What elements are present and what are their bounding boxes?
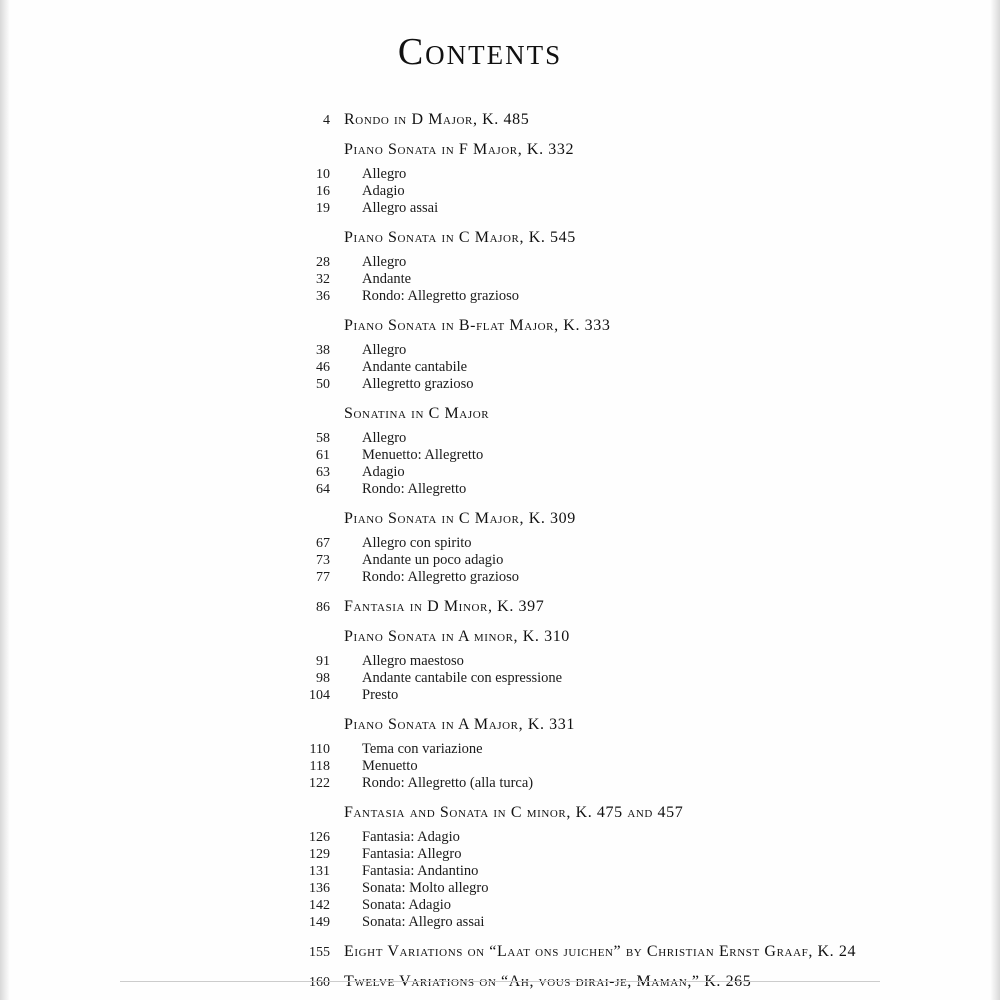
toc-movement-row[interactable] (0, 167, 1000, 182)
toc-group (0, 805, 1000, 930)
toc-movement-title: Allegro (362, 430, 407, 446)
toc-page-number: 129 (309, 847, 330, 862)
toc-page-number: 67 (316, 536, 330, 551)
toc-work-title: Piano Sonata in B-flat Major, K. 333 (344, 317, 611, 334)
toc-group (0, 230, 1000, 304)
toc-work-title: Piano Sonata in C Major, K. 545 (344, 229, 576, 246)
toc-work-row[interactable] (0, 944, 1000, 960)
toc-movement-title: Sonata: Molto allegro (362, 880, 489, 896)
toc-movement-row[interactable] (0, 742, 1000, 757)
toc-work-row[interactable] (0, 717, 1000, 733)
toc-work-row[interactable] (0, 599, 1000, 615)
toc-movement-row[interactable] (0, 377, 1000, 392)
toc-movement-row[interactable] (0, 570, 1000, 585)
toc-work-title: Piano Sonata in A Major, K. 331 (344, 716, 575, 733)
toc-work-title: Fantasia and Sonata in C minor, K. 475 and 457 (344, 804, 684, 821)
toc-page-number: 19 (316, 201, 330, 216)
toc-movement-title: Tema con variazione (362, 741, 483, 757)
toc-movement-row[interactable] (0, 671, 1000, 686)
toc-page-number: 28 (316, 255, 330, 270)
toc-work-title: Twelve Variations on “Ah, vous dirai-je, Maman,” K. 265 (344, 973, 752, 990)
toc-movement-title: Andante cantabile con espressione (362, 670, 563, 686)
toc-page-number: 110 (309, 742, 330, 757)
table-of-contents (0, 74, 1000, 990)
toc-page-number: 36 (316, 289, 330, 304)
toc-page-number: 136 (309, 881, 330, 896)
toc-page-number: 86 (316, 600, 330, 615)
toc-movement-row[interactable] (0, 465, 1000, 480)
toc-work-row[interactable] (0, 112, 1000, 128)
toc-page-number: 73 (316, 553, 330, 568)
toc-work-row[interactable] (0, 318, 1000, 334)
toc-group (0, 944, 1000, 960)
toc-movement-title: Andante cantabile (362, 359, 468, 375)
toc-work-title: Eight Variations on “Laat ons juichen” by Christian Ernst Graaf, K. 24 (344, 943, 857, 960)
toc-page-number: 50 (316, 377, 330, 392)
toc-movement-row[interactable] (0, 201, 1000, 216)
toc-movement-title: Allegro (362, 342, 407, 358)
toc-movement-title: Rondo: Allegretto grazioso (362, 288, 520, 304)
toc-movement-title: Sonata: Adagio (362, 897, 452, 913)
toc-movement-row[interactable] (0, 360, 1000, 375)
toc-movement-row[interactable] (0, 688, 1000, 703)
toc-movement-row[interactable] (0, 431, 1000, 446)
toc-page-number: 77 (316, 570, 330, 585)
toc-movement-title: Fantasia: Andantino (362, 863, 479, 879)
toc-movement-title: Fantasia: Allegro (362, 846, 462, 862)
toc-group (0, 511, 1000, 585)
toc-page-number: 149 (309, 915, 330, 930)
toc-movement-title: Allegro assai (362, 200, 439, 216)
toc-movement-title: Menuetto (362, 758, 418, 774)
toc-work-title: Piano Sonata in A minor, K. 310 (344, 628, 570, 645)
toc-movement-title: Allegro maestoso (362, 653, 464, 669)
toc-page-number: 104 (309, 688, 330, 703)
toc-page-number: 16 (316, 184, 330, 199)
toc-movement-row[interactable] (0, 898, 1000, 913)
toc-movement-title: Rondo: Allegretto (362, 481, 467, 497)
toc-movement-title: Fantasia: Adagio (362, 829, 460, 845)
toc-movement-row[interactable] (0, 654, 1000, 669)
toc-movement-title: Allegro (362, 166, 407, 182)
toc-movement-title: Allegretto grazioso (362, 376, 474, 392)
toc-movement-row[interactable] (0, 776, 1000, 791)
toc-group (0, 629, 1000, 703)
toc-group (0, 974, 1000, 990)
toc-page-number: 32 (316, 272, 330, 287)
toc-page-number: 61 (316, 448, 330, 463)
toc-group (0, 112, 1000, 128)
toc-movement-row[interactable] (0, 881, 1000, 896)
toc-page-number: 122 (309, 776, 330, 791)
page-bottom-divider (120, 981, 880, 982)
toc-group (0, 717, 1000, 791)
toc-movement-title: Allegro con spirito (362, 535, 472, 551)
toc-page-number: 91 (316, 654, 330, 669)
toc-page-number: 142 (309, 898, 330, 913)
toc-page-number: 126 (309, 830, 330, 845)
toc-movement-row[interactable] (0, 553, 1000, 568)
toc-page-number: 4 (323, 113, 330, 128)
toc-page-number: 118 (309, 759, 330, 774)
toc-work-row[interactable] (0, 142, 1000, 158)
toc-work-title: Piano Sonata in F Major, K. 332 (344, 141, 575, 158)
toc-movement-row[interactable] (0, 272, 1000, 287)
toc-page-number: 10 (316, 167, 330, 182)
toc-work-title: Rondo in D Major, K. 485 (344, 111, 530, 128)
toc-movement-row[interactable] (0, 830, 1000, 845)
toc-movement-row[interactable] (0, 255, 1000, 270)
toc-movement-title: Rondo: Allegretto grazioso (362, 569, 520, 585)
toc-work-title: Sonatina in C Major (344, 405, 490, 422)
toc-group (0, 406, 1000, 497)
toc-work-row[interactable] (0, 805, 1000, 821)
page-title: Contents (397, 31, 563, 73)
toc-page-number: 64 (316, 482, 330, 497)
toc-movement-row[interactable] (0, 536, 1000, 551)
toc-work-row[interactable] (0, 406, 1000, 422)
toc-page-number: 131 (309, 864, 330, 879)
toc-movement-title: Presto (362, 687, 399, 703)
toc-work-title: Piano Sonata in C Major, K. 309 (344, 510, 576, 527)
toc-group (0, 142, 1000, 216)
toc-movement-row[interactable] (0, 847, 1000, 862)
toc-movement-title: Rondo: Allegretto (alla turca) (362, 775, 534, 791)
toc-page-number: 160 (309, 975, 330, 990)
toc-page-number: 58 (316, 431, 330, 446)
toc-movement-title: Sonata: Allegro assai (362, 914, 485, 930)
toc-movement-row[interactable] (0, 343, 1000, 358)
toc-work-row[interactable] (0, 511, 1000, 527)
toc-movement-row[interactable] (0, 482, 1000, 497)
toc-movement-row[interactable] (0, 864, 1000, 879)
toc-movement-row[interactable] (0, 184, 1000, 199)
toc-group (0, 318, 1000, 392)
toc-page-number: 98 (316, 671, 330, 686)
toc-movement-title: Allegro (362, 254, 407, 270)
toc-movement-row[interactable] (0, 448, 1000, 463)
toc-movement-row[interactable] (0, 759, 1000, 774)
toc-work-title: Fantasia in D Minor, K. 397 (344, 598, 545, 615)
toc-page-number: 46 (316, 360, 330, 375)
toc-group (0, 599, 1000, 615)
toc-page-number: 63 (316, 465, 330, 480)
toc-movement-title: Menuetto: Allegretto (362, 447, 484, 463)
toc-page-number: 38 (316, 343, 330, 358)
toc-work-row[interactable] (0, 230, 1000, 246)
toc-movement-row[interactable] (0, 915, 1000, 930)
toc-movement-title: Andante un poco adagio (362, 552, 504, 568)
toc-movement-title: Adagio (362, 183, 405, 199)
toc-movement-title: Andante (362, 271, 412, 287)
toc-page-number: 155 (309, 945, 330, 960)
toc-movement-row[interactable] (0, 289, 1000, 304)
toc-movement-title: Adagio (362, 464, 405, 480)
toc-work-row[interactable] (0, 629, 1000, 645)
toc-work-row[interactable] (0, 974, 1000, 990)
